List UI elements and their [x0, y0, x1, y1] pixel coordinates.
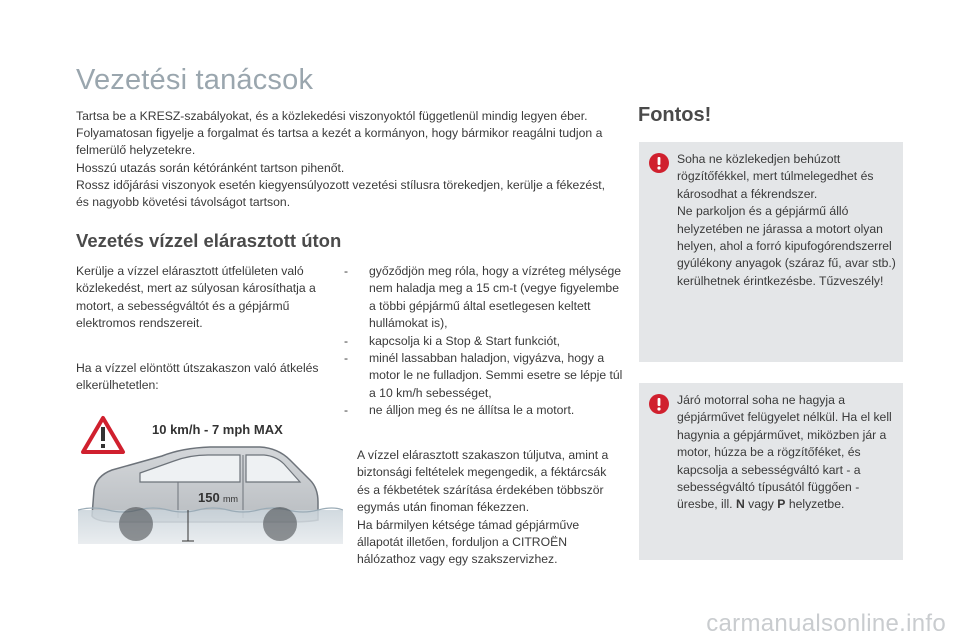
water-surface — [78, 510, 343, 544]
warning-text — [677, 392, 897, 514]
depth-value: 150 — [198, 490, 220, 505]
flood-warning-paragraph: Kerülje a vízzel elárasztott útfelületen való közlekedést, mert az súlyosan károsíthatja a motort, a sebességváltót és a gépjármű elektromos rendszereit. — [76, 264, 316, 331]
flood-crossing-intro: Ha a vízzel elöntött útszakaszon való átkelés elkerülhetetlen: — [76, 361, 319, 393]
list-item-text: kapcsolja ki a Stop & Start funkciót, — [369, 333, 561, 348]
list-item-text: minél lassabban haladjon, vigyázva, hogy a motor le ne fulladjon. Semmi esetre se lépje túl a 10 km/h sebességet, — [369, 351, 623, 400]
list-dash: - — [344, 264, 349, 278]
watermark: carmanualsonline.info — [706, 610, 946, 637]
important-heading: Fontos! — [638, 104, 712, 126]
warning-body: Járó motorral soha ne hagyja a gépjárművet felügyelet nélkül. Ha el kell hagynia a gépjárművet, miközben jár a motor, húzza be a rögzítőféket, és kapcsolja a sebességváltó kart - a sebességváltó típusától függően - üresbe, ill. — [677, 393, 892, 512]
section-title: Vezetés vízzel elárasztott úton — [76, 230, 342, 251]
exclamation-warning-icon — [649, 153, 669, 173]
flood-crossing-list — [343, 263, 628, 420]
gear-neutral: N — [735, 497, 745, 512]
speed-limit-label: 10 km/h - 7 mph MAX — [152, 422, 283, 437]
warning-paragraph: Soha ne közlekedjen behúzott rögzítőfékkel, mert túlmelegedhet és károsodhat a fékrendszer. — [677, 152, 874, 201]
after-crossing-text — [357, 447, 622, 569]
dealer-contact-paragraph: Ha bármilyen kétsége támad gépjárműve állapotát illetően, forduljon a CITROËN hálózathoz vagy egy szakszervizhez. — [357, 517, 580, 567]
list-item — [343, 333, 628, 350]
warning-end: helyzetbe. — [788, 497, 845, 512]
car-in-water-illustration — [78, 410, 343, 560]
warning-paragraph — [677, 392, 897, 514]
list-item-text: győződjön meg róla, hogy a vízréteg mélysége nem haladja meg a 15 cm-t (vegye figyelembe a többi gépjármű által esetlegesen keltett hullámokat is), — [369, 264, 622, 331]
intro-line: Tartsa be a KRESZ-szabályokat, és a közlekedési viszonyoktól függetlenül mindig legyen éber. — [76, 109, 588, 123]
list-dash: - — [344, 333, 349, 348]
intro-line: Folyamatosan figyelje a forgalmat és tartsa a kezét a kormányon, hogy bármikor reagálni tudjon a felmerülő helyzetekre. — [76, 126, 603, 158]
list-item-text: ne álljon meg és ne állítsa le a motort. — [369, 403, 575, 418]
list-dash: - — [344, 351, 349, 366]
warning-paragraph: Ne parkoljon és a gépjármű álló helyzetében ne járassa a motort olyan helyen, ahol a forró kipufogórendszerrel gyúlékony anyagok (száraz fű, avar stb.) kerülhetnek érintkezésbe. Tűzveszély! — [677, 204, 896, 288]
front-wheel — [119, 507, 153, 541]
rear-wheel — [263, 507, 297, 541]
list-item — [343, 350, 628, 402]
brake-drying-paragraph: A vízzel elárasztott szakaszon túljutva, amint a biztonsági feltételek megengedik, a féktárcsák és a fékbetétek szárítása érdekében többször egymás után finoman fékezzen. — [357, 448, 609, 515]
warning-triangle-icon — [83, 418, 123, 452]
intro-line: Hosszú utazás során kétóránként tartson pihenőt. — [76, 160, 345, 175]
list-item — [343, 402, 628, 419]
warning-box-parking-brake — [639, 142, 903, 362]
gear-park: P — [777, 497, 786, 512]
depth-unit: mm — [223, 494, 238, 504]
intro-text — [76, 108, 621, 211]
list-item — [343, 263, 628, 333]
page-title: Vezetési tanácsok — [76, 64, 314, 96]
warning-text — [677, 151, 897, 290]
list-dash: - — [344, 403, 349, 418]
word-or: vagy — [748, 497, 774, 512]
intro-line: Rossz időjárási viszonyok esetén kiegyensúlyozott vezetési stílusra törekedjen, kerülje a fékezést, és nagyobb követési távolságot tartson. — [76, 177, 606, 210]
exclamation-warning-icon — [649, 394, 669, 414]
warning-box-unattended-engine — [639, 383, 903, 560]
